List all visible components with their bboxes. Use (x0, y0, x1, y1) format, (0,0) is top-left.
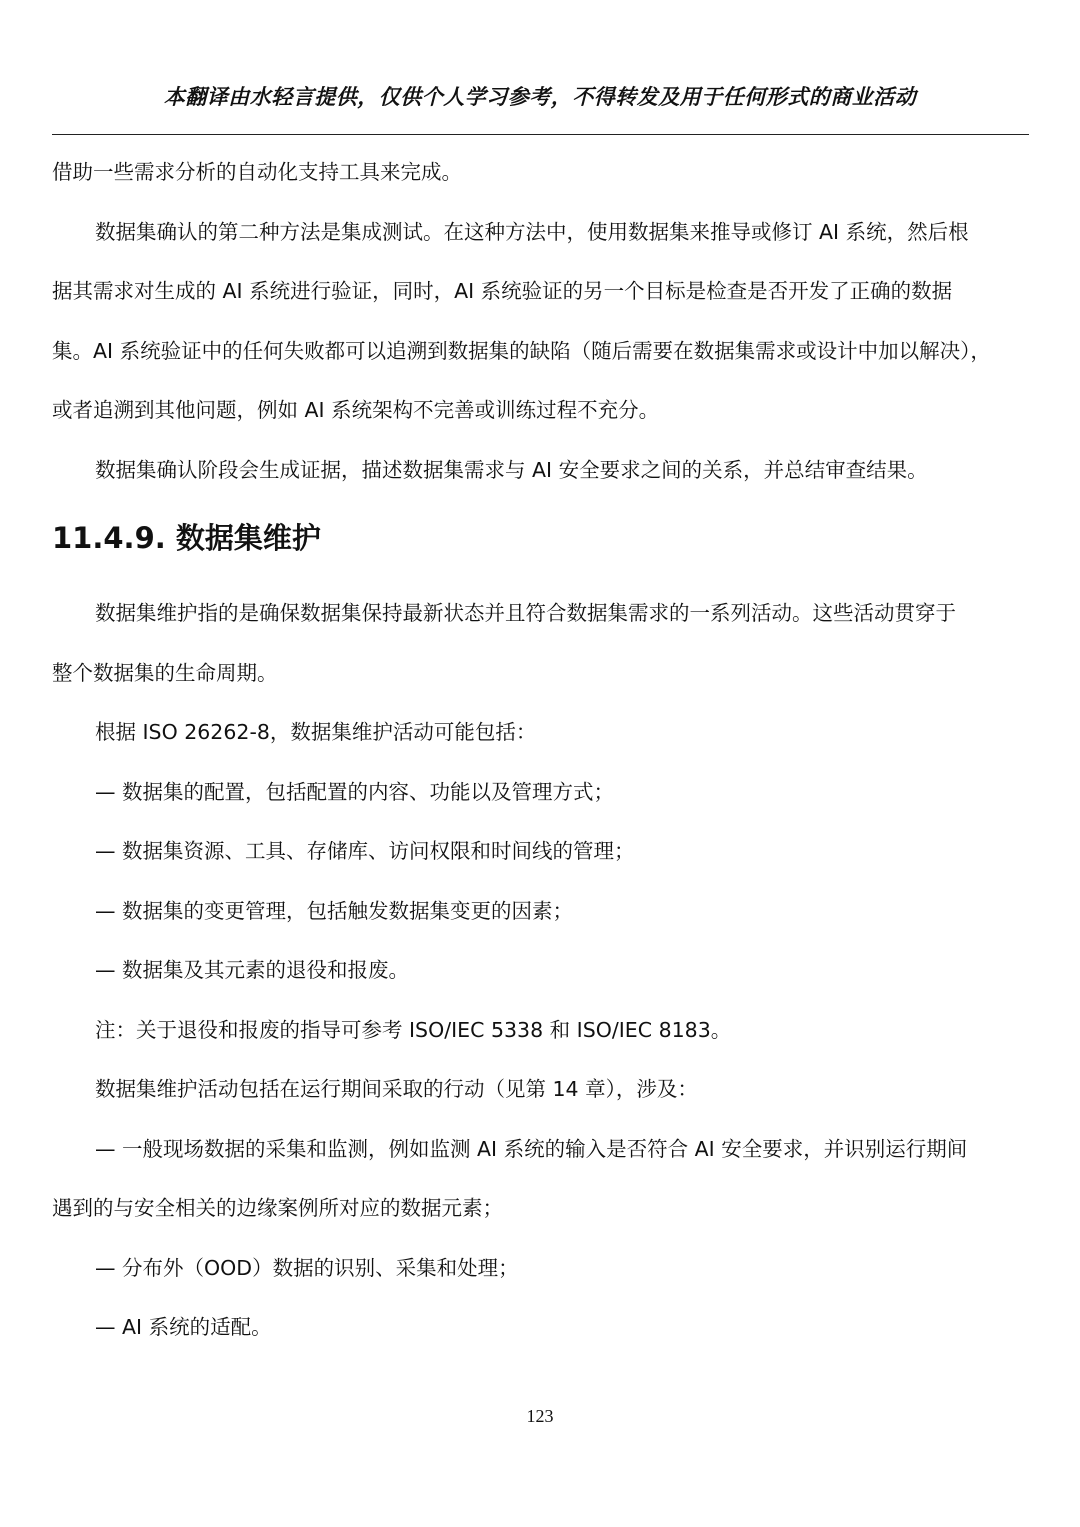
paragraph-line: 据其需求对生成的 AI 系统进行验证，同时，AI 系统验证的另一个目标是检查是否开发了正确的数据 (52, 279, 953, 303)
paragraph-line: 根据 ISO 26262-8，数据集维护活动可能包括： (95, 720, 537, 744)
list-item: — 数据集资源、工具、存储库、访问权限和时间线的管理； (95, 839, 635, 863)
list-item-continuation: 遇到的与安全相关的边缘案例所对应的数据元素； (52, 1196, 503, 1220)
page-number: 123 (526, 1406, 554, 1426)
list-item: — 分布外（OOD）数据的识别、采集和处理； (95, 1255, 519, 1280)
page-header-notice: 本翻译由水轻言提供，仅供个人学习参考，不得转发及用于任何形式的商业活动 (163, 85, 917, 109)
paragraph-line: 或者追溯到其他问题，例如 AI 系统架构不完善或训练过程不充分。 (52, 398, 660, 422)
paragraph-line: 整个数据集的生命周期。 (52, 660, 278, 685)
paragraph-line: 数据集确认的第二种方法是集成测试。在这种方法中，使用数据集来推导或修订 AI 系统，然后根 (95, 219, 969, 244)
list-item: — 一般现场数据的采集和监测，例如监测 AI 系统的输入是否符合 AI 安全要求，并识别运行期间 (95, 1136, 968, 1161)
note-line: 注：关于退役和报废的指导可参考 ISO/IEC 5338 和 ISO/IEC 8183。 (95, 1017, 732, 1042)
list-item: — 数据集的变更管理，包括触发数据集变更的因素； (95, 898, 574, 923)
section-heading: 11.4.9. 数据集维护 (52, 521, 321, 555)
list-item: — 数据集的配置，包括配置的内容、功能以及管理方式； (95, 779, 615, 804)
paragraph-line: 集。AI 系统验证中的任何失败都可以追溯到数据集的缺陷（随后需要在数据集需求或设计中加以解决）， (52, 338, 991, 363)
paragraph-line: 数据集维护指的是确保数据集保持最新状态并且符合数据集需求的一系列活动。这些活动贯穿于 (95, 601, 956, 625)
header-divider (52, 134, 1029, 135)
paragraph-line: 借助一些需求分析的自动化支持工具来完成。 (52, 160, 462, 184)
list-item: — 数据集及其元素的退役和报废。 (95, 958, 410, 982)
paragraph-line: 数据集确认阶段会生成证据，描述数据集需求与 AI 安全要求之间的关系，并总结审查结果。 (95, 457, 928, 482)
paragraph-line: 数据集维护活动包括在运行期间采取的行动（见第 14 章），涉及： (95, 1077, 698, 1101)
list-item: — AI 系统的适配。 (95, 1315, 272, 1339)
page-body (52, 143, 1028, 1358)
